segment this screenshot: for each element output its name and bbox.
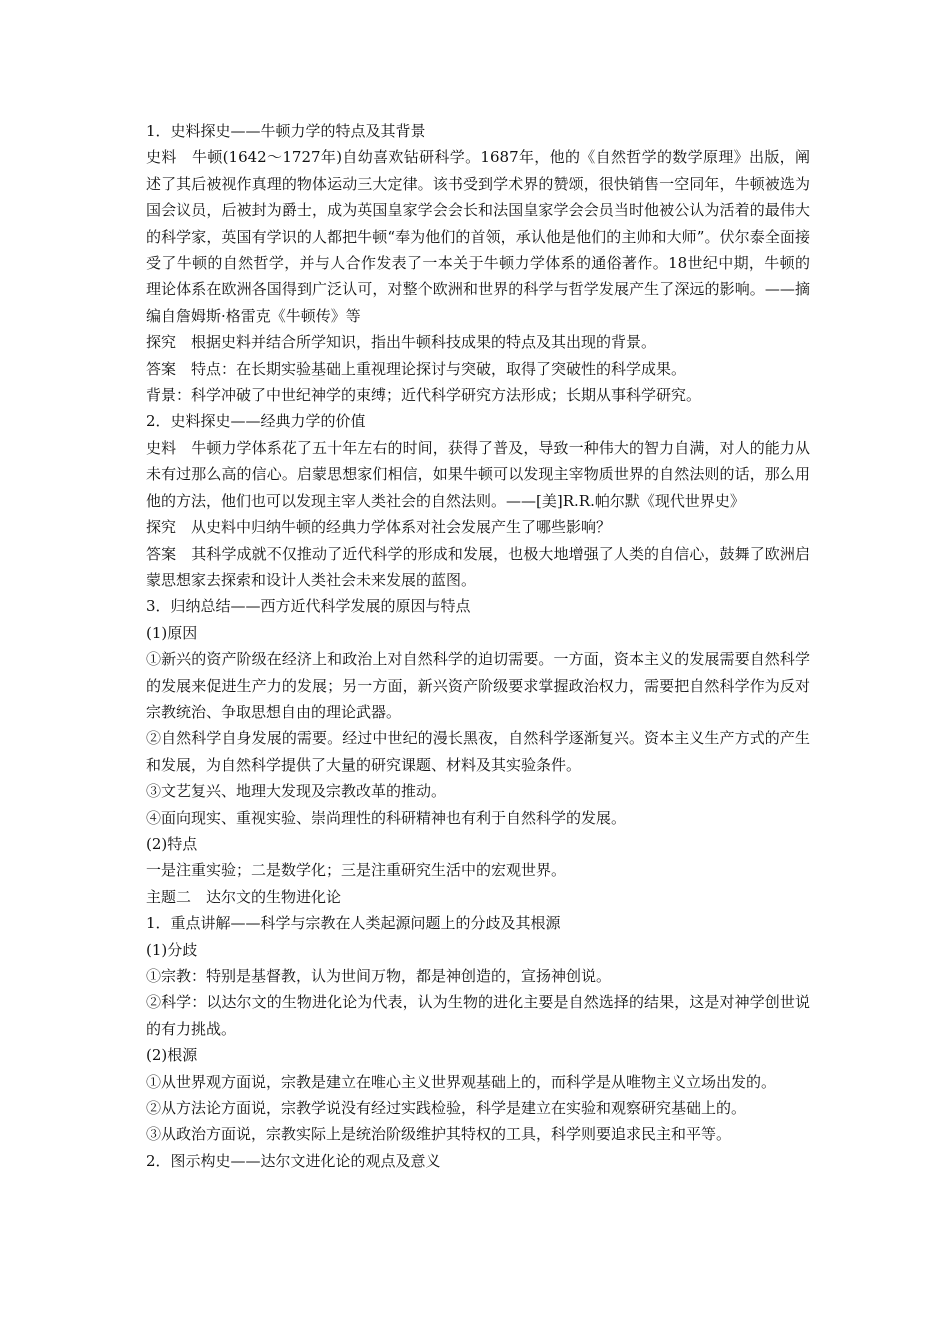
subheading-divergence: (1)分歧	[146, 940, 198, 959]
answer-newton-background: 背景：科学冲破了中世纪神学的束缚；近代科学研究方法形成；长期从事科学研究。	[146, 386, 702, 405]
question-mechanics-impact: 探究 从史料中归纳牛顿的经典力学体系对社会发展产生了哪些影响？	[146, 518, 612, 537]
roots-item-2: ②从方法论方面说，宗教学说没有经过实践检验，科学是建立在实验和观察研究基础上的。	[146, 1099, 747, 1118]
cause-item-2: ②自然科学自身发展的需要。经过中世纪的漫长黑夜，自然科学逐渐复兴。资本主义生产方式的产生和发展，为自然科学提供了大量的研究课题、材料及其实验条件。	[146, 729, 810, 774]
subheading-roots: (2)根源	[146, 1046, 198, 1065]
divergence-item-2: ②科学：以达尔文的生物进化论为代表，认为生物的进化主要是自然选择的结果，这是对神学创世说的有力挑战。	[146, 993, 810, 1038]
heading-darwin-diagram: 2．图示构史——达尔文进化论的观点及意义	[146, 1151, 441, 1170]
features-text: 一是注重实验；二是数学化；三是注重研究生活中的宏观世界。	[146, 861, 567, 880]
subheading-features: (2)特点	[146, 834, 198, 853]
cause-item-1: ①新兴的资产阶级在经济上和政治上对自然科学的迫切需要。一方面，资本主义的发展需要自然科学的发展来促进生产力的发展；另一方面，新兴资产阶级要求掌握政治权力，需要把自然科学作为反对宗教统治、争取思想自由的理论武器。	[146, 650, 810, 721]
document-body	[146, 118, 810, 1174]
roots-item-1: ①从世界观方面说，宗教是建立在唯心主义世界观基础上的，而科学是从唯物主义立场出发的。	[146, 1072, 777, 1091]
question-newton-features: 探究 根据史料并结合所学知识，指出牛顿科技成果的特点及其出现的背景。	[146, 333, 657, 352]
heading-topic-two: 主题二 达尔文的生物进化论	[146, 887, 342, 906]
divergence-item-1: ①宗教：特别是基督教，认为世间万物，都是神创造的，宣扬神创说。	[146, 967, 612, 985]
heading-science-religion: 1．重点讲解——科学与宗教在人类起源问题上的分歧及其根源	[146, 914, 561, 933]
source-newton-biography: 史料 牛顿(1642～1727年)自幼喜欢钻研科学。1687年，他的《自然哲学的数学原理》出版，阐述了其后被视作真理的物体运动三大定律。该书受到学术界的赞颂，很快销售一空同年，牛顿被选为国会议员，后被封为爵士，成为英国皇家学会会长和法国皇家学会会员当时他被公认为活着的最伟大的科学家，英国有学识的人都把牛顿“奉为他们的首领，承认他是他们的主帅和大师”。伏尔泰全面接受了牛顿的自然哲学，并与人合作发表了一本关于牛顿力学体系的通俗著作。18世纪中期，牛顿的理论体系在欧洲各国得到广泛认可，对整个欧洲和世界的科学与哲学发展产生了深远的影响。——摘编自詹姆斯·格雷克《牛顿传》等	[146, 148, 810, 325]
roots-item-3: ③从政治方面说，宗教实际上是统治阶级维护其特权的工具，科学则要追求民主和平等。	[146, 1125, 732, 1144]
answer-newton-features: 答案 特点：在长期实验基础上重视理论探讨与突破，取得了突破性的科学成果。	[146, 359, 687, 378]
heading-science-causes: 3．归纳总结——西方近代科学发展的原因与特点	[146, 597, 471, 616]
cause-item-3: ③文艺复兴、地理大发现及宗教改革的推动。	[146, 782, 447, 801]
subheading-causes: (1)原因	[146, 623, 198, 642]
heading-newton-features: 1．史料探史——牛顿力学的特点及其背景	[146, 122, 426, 140]
answer-mechanics-impact: 答案 其科学成就不仅推动了近代科学的形成和发展，也极大地增强了人类的自信心，鼓舞了欧洲启蒙思想家去探索和设计人类社会未来发展的蓝图。	[146, 544, 810, 589]
cause-item-4: ④面向现实、重视实验、崇尚理性的科研精神也有利于自然科学的发展。	[146, 808, 627, 827]
heading-classical-mechanics-value: 2．史料探史——经典力学的价值	[146, 412, 366, 431]
source-palmer-quote: 史料 牛顿力学体系花了五十年左右的时间，获得了普及，导致一种伟大的智力自满，对人的能力从未有过那么高的信心。启蒙思想家们相信，如果牛顿可以发现主宰物质世界的自然法则的话，那么用他的方法，他们也可以发现主宰人类社会的自然法则。——[美]R.R.帕尔默《现代世界史》	[146, 438, 810, 510]
